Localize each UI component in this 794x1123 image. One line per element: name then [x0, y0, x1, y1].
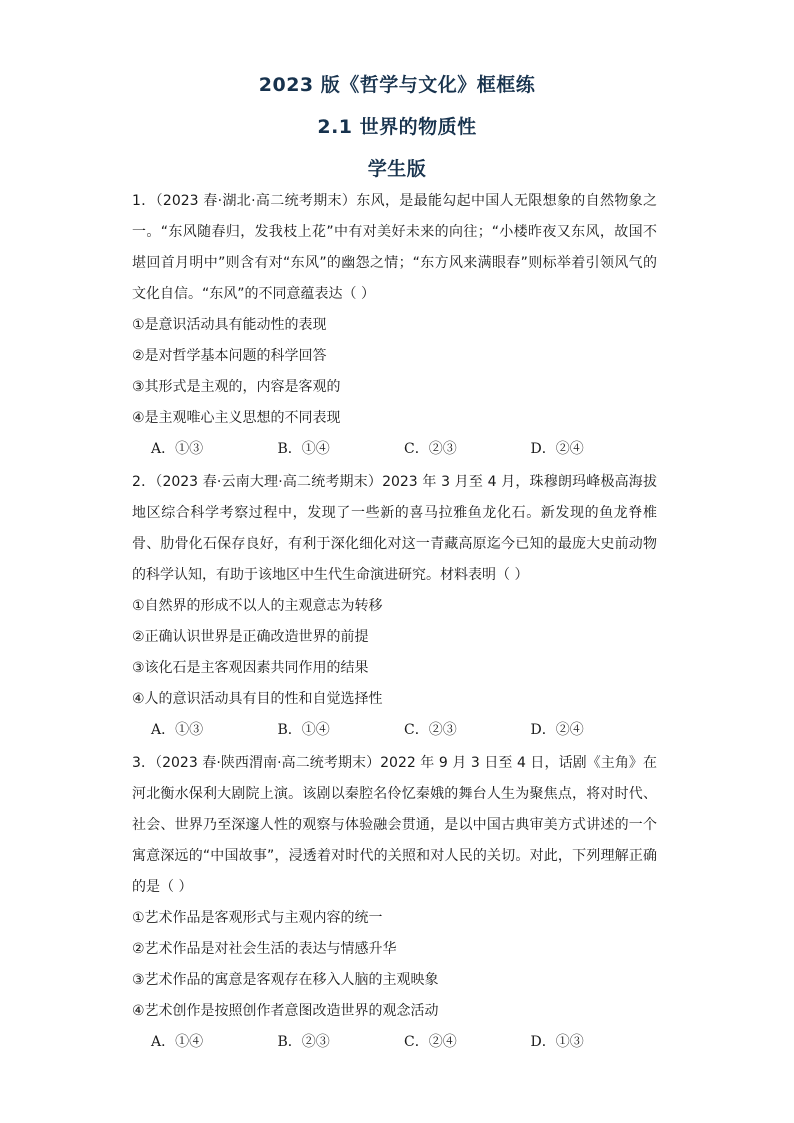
document-title: 2023 版《哲学与文化》框框练: [258, 74, 536, 96]
statement: ①自然界的形成不以人的主观意志为转移: [132, 598, 383, 614]
option-a[interactable]: A．①③: [151, 441, 204, 457]
option-d[interactable]: D．②④: [530, 722, 584, 738]
statement: ①是意识活动具有能动性的表现: [132, 317, 327, 333]
statement: ②正确认识世界是正确改造世界的前提: [132, 629, 369, 645]
option-a[interactable]: A．①④: [151, 1034, 204, 1050]
answer-options: [132, 715, 657, 746]
edition-label: 学生版: [367, 158, 427, 180]
statement: ②是对哲学基本问题的科学回答: [132, 348, 327, 364]
option-d[interactable]: D．①③: [530, 1034, 584, 1050]
question-1: [132, 186, 657, 465]
question-stem: 3．（2023 春·陕西渭南·高二统考期末）2022 年 9 月 3 日至 4 日，话剧《主角》在河北衡水保利大剧院上演。该剧以秦腔名伶忆秦娥的舞台人生为聚焦点，将对时代、社会、世界乃至深邃人性的观察与体验融会贯通，是以中国古典审美方式讲述的一个寓意深远的“中国故事”，浸透着对时代的关照和对人民的关切。对此，下列理解正确的是（ ）: [132, 755, 657, 895]
answer-options: [132, 1027, 657, 1058]
question-stem: 2．（2023 春·云南大理·高二统考期末）2023 年 3 月至 4 月，珠穆朗玛峰极高海拔地区综合科学考察过程中，发现了一些新的喜马拉雅鱼龙化石。新发现的鱼龙脊椎骨、肋骨化石保存良好，有利于深化细化对这一青藏高原迄今已知的最庞大史前动物的科学认知，有助于该地区中生代生命演进研究。材料表明（ ）: [132, 474, 657, 583]
statement: ④艺术创作是按照创作者意图改造世界的观念活动: [132, 1003, 439, 1019]
option-b[interactable]: B．①④: [277, 441, 330, 457]
question-stem: 1．（2023 春·湖北·高二统考期末）东风，是最能勾起中国人无限想象的自然物象之一。“东风随春归，发我枝上花”中有对美好未来的向往；“小楼昨夜又东风，故国不堪回首月明中”则含有对“东风”的幽怨之情；“东方风来满眼春”则标举着引领风气的文化自信。“东风”的不同意蕴表达（ ）: [132, 193, 657, 302]
statement: ④是主观唯心主义思想的不同表现: [132, 410, 341, 426]
statement: ③其形式是主观的，内容是客观的: [132, 379, 341, 395]
option-b[interactable]: B．①④: [277, 722, 330, 738]
statement: ④人的意识活动具有目的性和自觉选择性: [132, 691, 383, 707]
statement: ①艺术作品是客观形式与主观内容的统一: [132, 910, 383, 926]
option-c[interactable]: C．②③: [404, 441, 457, 457]
question-2: [132, 467, 657, 746]
answer-options: [132, 434, 657, 465]
section-title: 2.1 世界的物质性: [317, 116, 477, 138]
option-b[interactable]: B．②③: [277, 1034, 330, 1050]
option-d[interactable]: D．②④: [530, 441, 584, 457]
statement: ③该化石是主客观因素共同作用的结果: [132, 660, 369, 676]
option-a[interactable]: A．①③: [151, 722, 204, 738]
statement: ②艺术作品是对社会生活的表达与情感升华: [132, 941, 397, 957]
option-c[interactable]: C．②③: [404, 722, 457, 738]
statement: ③艺术作品的寓意是客观存在移入人脑的主观映象: [132, 972, 439, 988]
question-3: [132, 748, 657, 1058]
option-c[interactable]: C．②④: [404, 1034, 457, 1050]
